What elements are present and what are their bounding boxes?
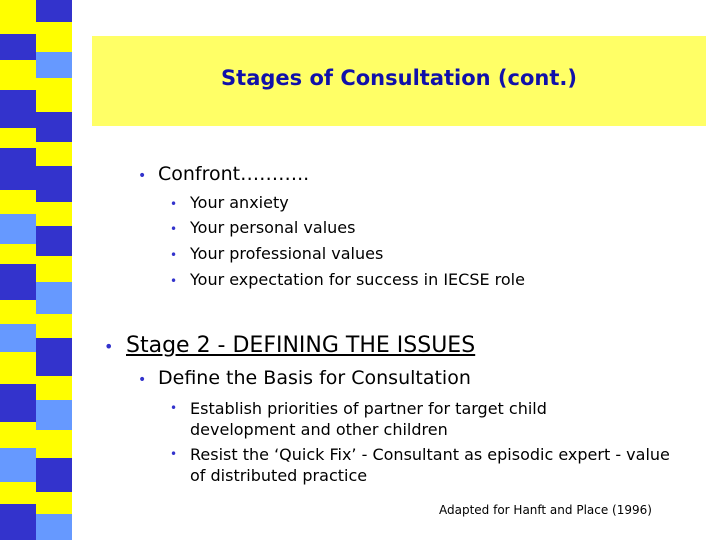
- stripe-block: [36, 282, 72, 314]
- stage-2-heading: Stage 2 - DEFINING THE ISSUES: [126, 333, 476, 358]
- stripe-block: [0, 482, 36, 504]
- bullet-text: Confront………..: [158, 163, 310, 185]
- sub-bullet: [170, 270, 525, 289]
- stripe-block: [0, 0, 36, 34]
- stripe-block: [0, 264, 36, 300]
- detail-bullet: [170, 398, 690, 440]
- stripe-block: [36, 78, 72, 112]
- stripe-block: [36, 166, 72, 202]
- stripe-block: [36, 400, 72, 430]
- stripe-block: [0, 90, 36, 128]
- bullet-dot: •: [170, 222, 178, 236]
- stripe-block: [36, 226, 72, 256]
- stripe-block: [36, 314, 72, 338]
- stripe-block: [0, 300, 36, 324]
- sub-bullet: [170, 218, 355, 237]
- bullet-dot: •: [170, 401, 178, 415]
- bullet-text: Your anxiety: [190, 193, 289, 212]
- stripe-block: [36, 492, 72, 514]
- bullet-define-basis: [138, 367, 471, 389]
- stripe-block: [36, 142, 72, 166]
- stripe-block: [36, 256, 72, 282]
- stripe-block: [0, 60, 36, 90]
- title-banner: [92, 36, 706, 126]
- bullet-text: Resist the ‘Quick Fix’ - Consultant as episodic expert - value of distributed practice: [190, 445, 670, 485]
- stripe-block: [36, 0, 72, 22]
- bullet-confront: [138, 163, 309, 185]
- stripe-block: [0, 190, 36, 214]
- bullet-text: Your personal values: [190, 218, 356, 237]
- stripe-block: [0, 34, 36, 60]
- stripe-block: [36, 514, 72, 540]
- stripe-block: [0, 324, 36, 352]
- stripe-block: [36, 202, 72, 226]
- stripe-block: [0, 148, 36, 190]
- stripe-block: [0, 128, 36, 148]
- bullet-text: Establish priorities of partner for target child development and other children: [190, 399, 547, 439]
- stripe-block: [36, 338, 72, 376]
- bullet-text: Your professional values: [190, 244, 384, 263]
- stripe-block: [36, 112, 72, 142]
- bullet-dot: •: [170, 274, 178, 288]
- stripe-block: [36, 376, 72, 400]
- stripe-block: [36, 458, 72, 492]
- stripe-block: [0, 352, 36, 384]
- bullet-text: Define the Basis for Consultation: [158, 367, 471, 389]
- bullet-text: Your expectation for success in IECSE role: [190, 270, 525, 289]
- bullet-dot: •: [170, 197, 178, 211]
- bullet-dot: •: [138, 372, 147, 388]
- sub-bullet: [170, 244, 383, 263]
- stripe-block: [0, 214, 36, 244]
- stripe-block: [0, 384, 36, 422]
- sub-bullet: [170, 193, 289, 212]
- citation: Adapted for Hanft and Place (1996): [439, 503, 652, 517]
- stripe-block: [0, 448, 36, 482]
- bullet-dot: •: [104, 337, 114, 356]
- bullet-dot: •: [170, 447, 178, 461]
- stripe-block: [0, 244, 36, 264]
- detail-bullet: [170, 444, 690, 486]
- stripe-block: [0, 504, 36, 540]
- bullet-dot: •: [138, 168, 147, 184]
- stripe-block: [36, 22, 72, 52]
- stripe-block: [0, 422, 36, 448]
- stripe-block: [36, 52, 72, 78]
- decorative-stripe-left: [0, 0, 36, 540]
- decorative-stripe-right: [36, 0, 72, 540]
- slide-title: Stages of Consultation (cont.): [221, 66, 577, 90]
- stripe-block: [36, 430, 72, 458]
- bullet-dot: •: [170, 248, 178, 262]
- bullet-stage-2: [104, 333, 475, 358]
